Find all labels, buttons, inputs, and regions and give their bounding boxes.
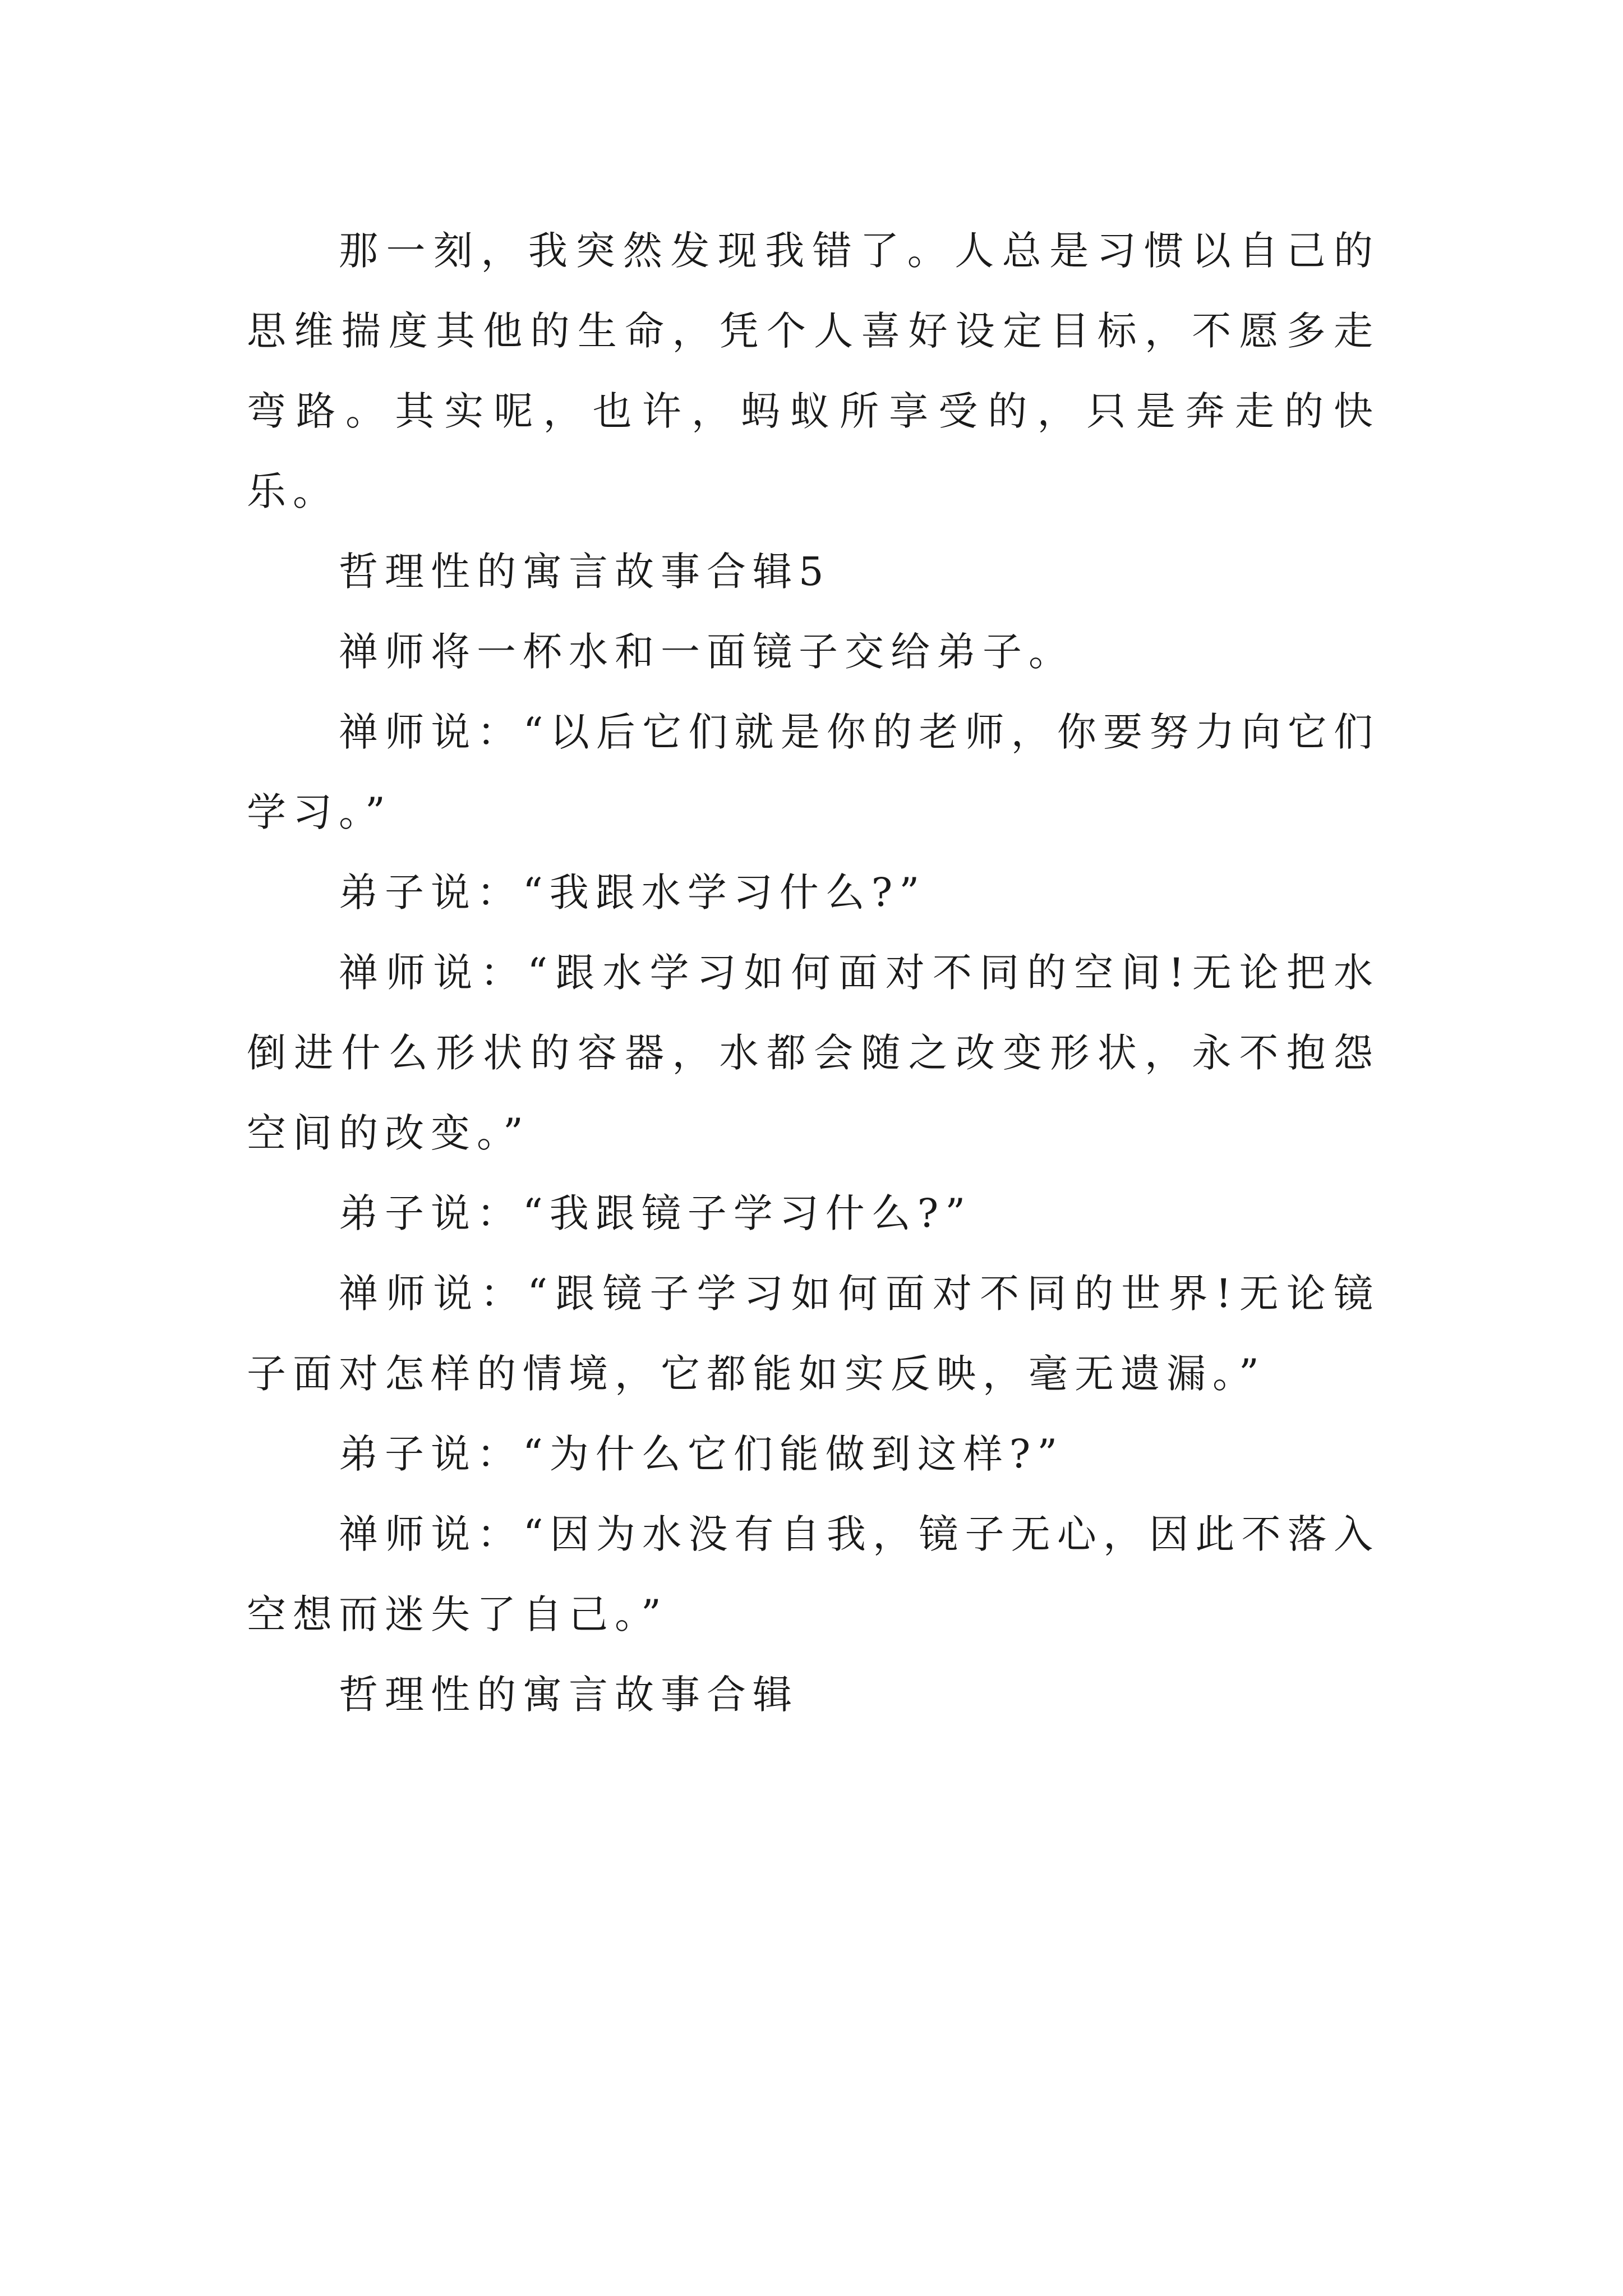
paragraph-disciple-question-why: 弟子说：“为什么它们能做到这样?”	[339, 1431, 1064, 1477]
document-body	[247, 211, 1380, 1735]
paragraph-master-instruction: 禅师说：“以后它们就是你的老师，你要努力向它们学习。”	[247, 709, 1380, 835]
section-heading-5: 哲理性的寓言故事合辑5	[339, 549, 831, 595]
paragraph-disciple-question-water: 弟子说：“我跟水学习什么?”	[339, 869, 926, 915]
paragraph-master-answer-mirror: 禅师说：“跟镜子学习如何面对不同的世界!无论镜子面对怎样的情境，它都能如实反映，毫无遗漏。”	[247, 1271, 1380, 1397]
paragraph-story-intro: 禅师将一杯水和一面镜子交给弟子。	[339, 629, 1075, 675]
section-heading: 哲理性的寓言故事合辑	[339, 1672, 799, 1718]
paragraph-master-answer-why: 禅师说：“因为水没有自我，镜子无心，因此不落入空想而迷失了自己。”	[247, 1511, 1380, 1637]
paragraph-master-answer-water: 禅师说：“跟水学习如何面对不同的空间!无论把水倒进什么形状的容器，水都会随之改变形状，永不抱怨空间的改变。”	[247, 950, 1380, 1156]
paragraph-disciple-question-mirror: 弟子说：“我跟镜子学习什么?”	[339, 1190, 972, 1236]
paragraph-ant-reflection: 那一刻，我突然发现我错了。人总是习惯以自己的思维揣度其他的生命，凭个人喜好设定目标，不愿多走弯路。其实呢，也许，蚂蚁所享受的，只是奔走的快乐。	[247, 228, 1380, 514]
